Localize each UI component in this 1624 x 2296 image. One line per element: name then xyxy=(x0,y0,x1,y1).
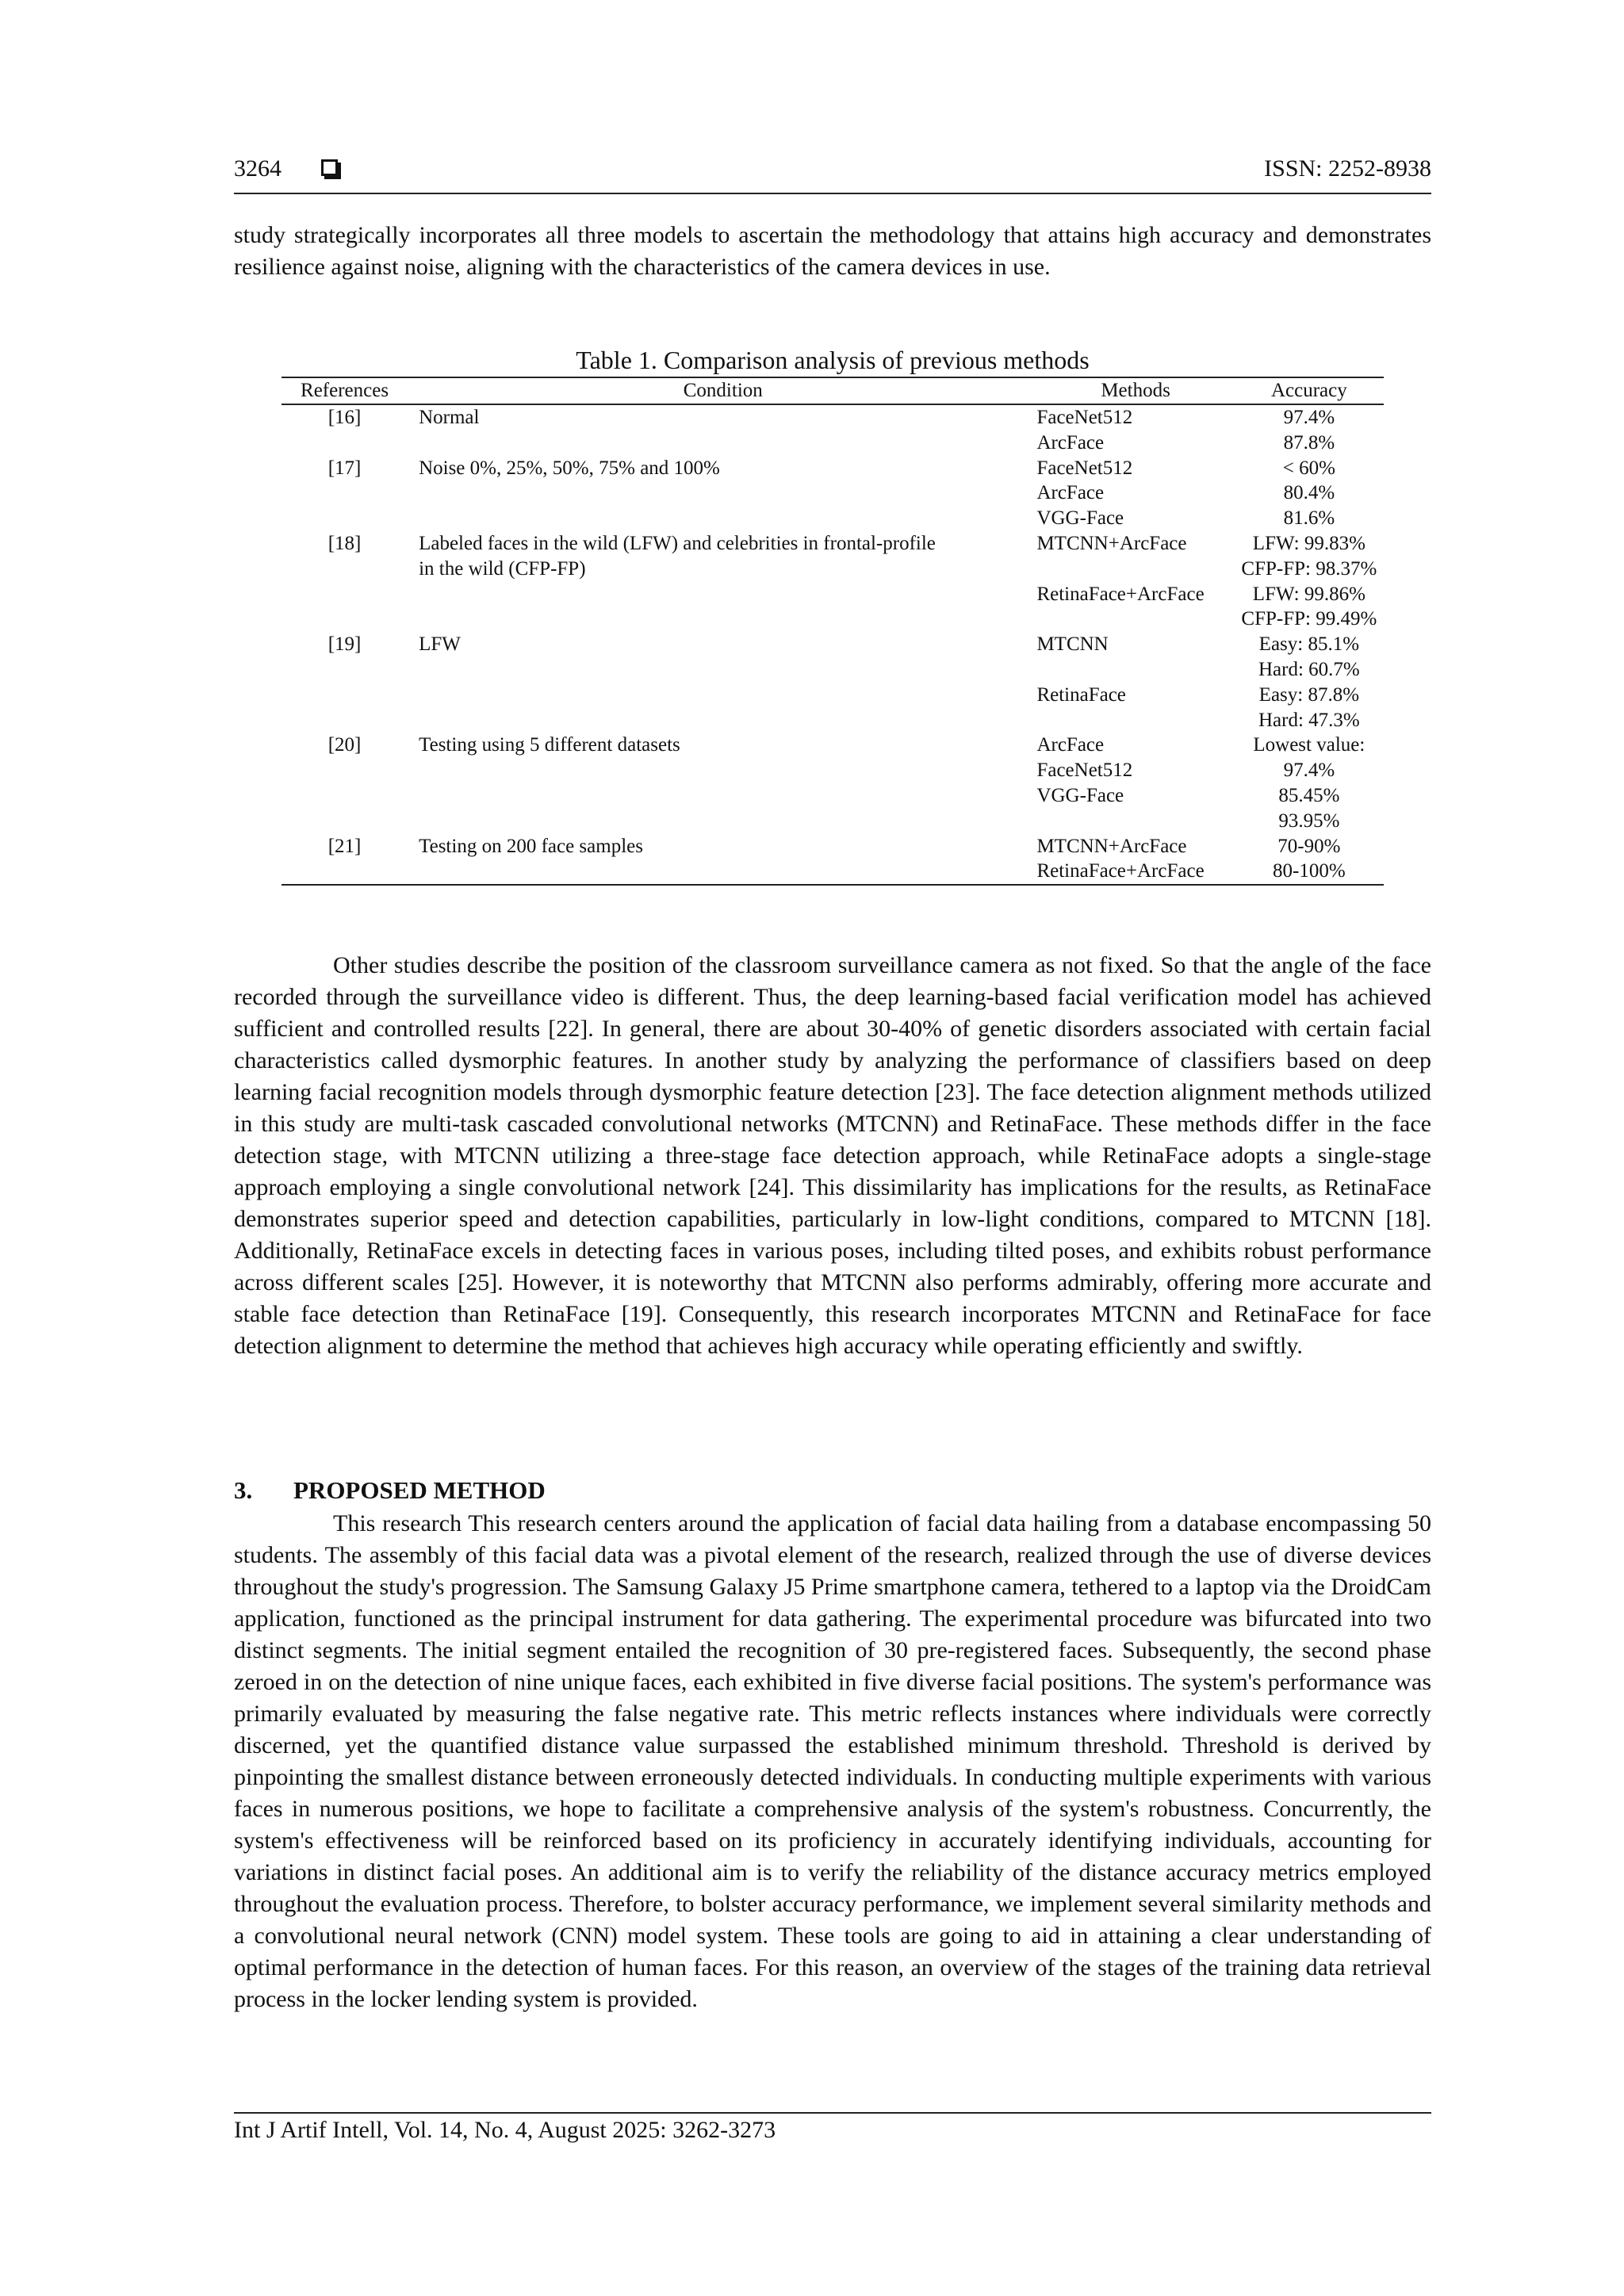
cell-method: MTCNN+ArcFace xyxy=(1036,835,1187,857)
cell-condition xyxy=(408,506,1027,531)
cell-reference: [16] xyxy=(327,407,362,428)
cell-condition: in the wild (CFP-FP) xyxy=(419,557,586,580)
related-work-paragraph: Other studies describe the position of the classroom surveillance camera as not fixed. So that the angle of the face recorded through the surveillance video is different. Thus, the deep learning-based facial verification model has achieved sufficient and controlled results [22]. In general, there are about 30-40% of genetic disorders associated with certain facial characteristics called dysmorphic features. In another study by analyzing the performance of classifiers based on deep learning facial recognition models through dysmorphic feature detection [23]. The face detection alignment methods utilized in this study are multi-task cascaded convolutional networks (MTCNN) and RetinaFace. These methods differ in the face detection stage, with MTCNN utilizing a three-stage face detection approach, while RetinaFace adopts a single-stage approach employing a single convolutional network [24]. This dissimilarity has implications for the results, as RetinaFace demonstrates superior speed and detection capabilities, particularly in low-light conditions, compared to MTCNN [18]. Additionally, RetinaFace excels in detecting faces in various poses, including tilted poses, and exhibits robust performance across different scales [25]. However, it is noteworthy that MTCNN also performs admirably, offering more accurate and stable face detection than RetinaFace [19]. Consequently, this research incorporates MTCNN and RetinaFace for face detection alignment to determine the method that achieves high accuracy while operating efficiently and swiftly. xyxy=(234,952,1431,1359)
cell-accuracy: Hard: 60.7% xyxy=(1258,658,1360,680)
page-number: 3264 xyxy=(234,155,282,182)
table-body xyxy=(282,404,1384,885)
section-body: This research This research centers around the application of facial data hailing from a database encompassing 50 students. The assembly of this facial data was a pivotal element of the research, realized through the use of diverse devices throughout the study's progression. The Samsung Galaxy J5 Prime smartphone camera, tethered to a laptop via the DroidCam application, functioned as the principal instrument for data gathering. The experimental procedure was bifurcated into two distinct segments. The initial segment entailed the recognition of 30 pre-registered faces. Subsequently, the second phase zeroed in on the detection of nine unique faces, each exhibited in five diverse facial positions. The system's performance was primarily evaluated by measuring the false negative rate. This metric reflects instances where individuals were correctly discerned, yet the quantified distance value surpassed the established minimum threshold. Threshold is derived by pinpointing the smallest distance between erroneously detected individuals. In conducting multiple experiments with various faces in numerous positions, we hope to facilitate a comprehensive analysis of the system's robustness. Concurrently, the system's effectiveness will be reinforced based on its proficiency in accurately identifying individuals, accounting for variations in distinct facial poses. An additional aim is to verify the reliability of the distance accuracy metrics employed throughout the evaluation process. Therefore, to bolster accuracy performance, we implement several similarity methods and a convolutional neural network (CNN) model system. These tools are going to aid in attaining a clear understanding of optimal performance in the detection of human faces. For this reason, an overview of the stages of the training data retrieval process in the locker lending system is provided. xyxy=(234,1510,1431,2012)
checkbox-glyph-icon xyxy=(321,159,338,176)
cell-reference xyxy=(282,506,408,531)
cell-method: FaceNet512 xyxy=(1036,407,1133,428)
cell-accuracy: CFP-FP: 98.37% xyxy=(1241,557,1377,580)
cell-condition xyxy=(408,430,1027,456)
cell-accuracy: LFW: 99.86% xyxy=(1252,583,1365,605)
cell-reference: [19] xyxy=(327,633,362,656)
footer-citation: Int J Artif Intell, Vol. 14, No. 4, August 2025: 3262-3273 xyxy=(234,2117,776,2143)
cell-accuracy: 85.45% xyxy=(1278,784,1340,806)
column-header-accuracy: Accuracy xyxy=(1235,377,1384,404)
section-title: PROPOSED METHOD xyxy=(293,1476,546,1504)
cell-reference xyxy=(282,657,408,683)
section-heading xyxy=(234,1476,546,1505)
cell-condition xyxy=(408,758,1027,783)
cell-accuracy: 70-90% xyxy=(1277,835,1341,857)
cell-method xyxy=(1027,708,1234,733)
cell-reference xyxy=(282,783,408,809)
cell-method: ArcFace xyxy=(1036,734,1105,756)
cell-method: MTCNN xyxy=(1036,633,1109,656)
table-row xyxy=(282,506,1384,531)
cell-reference xyxy=(282,758,408,783)
table-row xyxy=(282,582,1384,607)
cell-method xyxy=(1027,607,1234,632)
cell-accuracy: Easy: 85.1% xyxy=(1258,633,1360,656)
cell-reference: [17] xyxy=(327,457,362,479)
cell-accuracy: 80-100% xyxy=(1235,859,1384,885)
cell-condition xyxy=(408,809,1027,834)
cell-method: RetinaFace xyxy=(1036,683,1126,706)
cell-accuracy: 97.4% xyxy=(1283,760,1335,782)
table-row xyxy=(282,859,1384,885)
table-caption: Table 1. Comparison analysis of previous methods xyxy=(576,346,1090,374)
cell-accuracy: 87.8% xyxy=(1283,431,1335,453)
cell-method: ArcFace xyxy=(1036,482,1105,504)
table-row xyxy=(282,809,1384,834)
table-row xyxy=(282,456,1384,481)
cell-condition: Testing using 5 different datasets xyxy=(419,734,680,756)
cell-accuracy: Lowest value: xyxy=(1253,734,1365,756)
cell-method: FaceNet512 xyxy=(1036,457,1133,479)
cell-accuracy: Easy: 87.8% xyxy=(1258,683,1360,706)
table-header-row xyxy=(282,377,1384,404)
cell-reference xyxy=(282,582,408,607)
cell-reference xyxy=(282,557,408,582)
cell-condition xyxy=(408,480,1027,506)
table-row xyxy=(282,632,1384,657)
cell-method: VGG-Face xyxy=(1036,784,1124,806)
table-row xyxy=(282,430,1384,456)
section-number: 3. xyxy=(234,1476,253,1504)
table-row xyxy=(282,834,1384,859)
cell-reference xyxy=(282,607,408,632)
column-header-references: References xyxy=(282,377,408,404)
cell-condition: Labeled faces in the wild (LFW) and celebrities in frontal-profile xyxy=(419,532,936,554)
cell-reference: [18] xyxy=(327,532,362,554)
header-rule xyxy=(234,193,1431,194)
footer-rule xyxy=(234,2112,1431,2114)
journal-issn: ISSN: 2252-8938 xyxy=(1264,155,1431,182)
cell-method: RetinaFace+ArcFace xyxy=(1027,859,1234,885)
table-row xyxy=(282,404,1384,430)
table-row xyxy=(282,783,1384,809)
table-row xyxy=(282,531,1384,557)
cell-condition: Noise 0%, 25%, 50%, 75% and 100% xyxy=(419,457,720,479)
table-row xyxy=(282,733,1384,758)
cell-condition xyxy=(408,657,1027,683)
column-header-condition: Condition xyxy=(408,377,1027,404)
cell-condition: Testing on 200 face samples xyxy=(419,835,643,857)
cell-reference xyxy=(282,859,408,885)
intro-paragraph: study strategically incorporates all three models to ascertain the methodology that attains high accuracy and demonstrates resilience against noise, aligning with the characteristics of the camera devices in use. xyxy=(234,222,1431,280)
cell-condition xyxy=(408,582,1027,607)
cell-method: MTCNN+ArcFace xyxy=(1036,532,1187,554)
cell-method: RetinaFace+ArcFace xyxy=(1036,583,1205,605)
cell-accuracy: 81.6% xyxy=(1283,507,1335,530)
cell-reference xyxy=(282,430,408,456)
cell-accuracy: 80.4% xyxy=(1283,482,1335,504)
cell-method xyxy=(1027,557,1234,582)
cell-reference xyxy=(282,708,408,733)
table-row xyxy=(282,657,1384,683)
cell-condition xyxy=(408,859,1027,885)
cell-reference xyxy=(282,480,408,506)
cell-method xyxy=(1027,809,1234,834)
cell-reference xyxy=(282,683,408,708)
cell-accuracy: < 60% xyxy=(1282,457,1335,479)
cell-reference xyxy=(282,809,408,834)
table-row xyxy=(282,683,1384,708)
cell-accuracy: CFP-FP: 99.49% xyxy=(1241,608,1377,630)
cell-method xyxy=(1027,657,1234,683)
comparison-table xyxy=(282,377,1384,886)
table-row xyxy=(282,758,1384,783)
cell-reference: [20] xyxy=(327,734,362,756)
table-row xyxy=(282,708,1384,733)
cell-accuracy: Hard: 47.3% xyxy=(1258,709,1360,731)
cell-accuracy: 97.4% xyxy=(1283,407,1335,428)
cell-accuracy: 93.95% xyxy=(1278,809,1340,832)
cell-condition: Normal xyxy=(419,407,480,428)
cell-method: VGG-Face xyxy=(1036,507,1124,530)
cell-condition xyxy=(408,783,1027,809)
cell-condition xyxy=(408,708,1027,733)
table-row xyxy=(282,557,1384,582)
cell-condition xyxy=(408,607,1027,632)
cell-method: ArcFace xyxy=(1036,431,1105,453)
column-header-methods: Methods xyxy=(1027,377,1234,404)
cell-accuracy: LFW: 99.83% xyxy=(1252,532,1365,554)
cell-method: FaceNet512 xyxy=(1036,760,1133,782)
cell-reference: [21] xyxy=(327,835,362,857)
cell-condition xyxy=(408,683,1027,708)
table-row xyxy=(282,480,1384,506)
cell-condition: LFW xyxy=(419,633,461,656)
table-row xyxy=(282,607,1384,632)
